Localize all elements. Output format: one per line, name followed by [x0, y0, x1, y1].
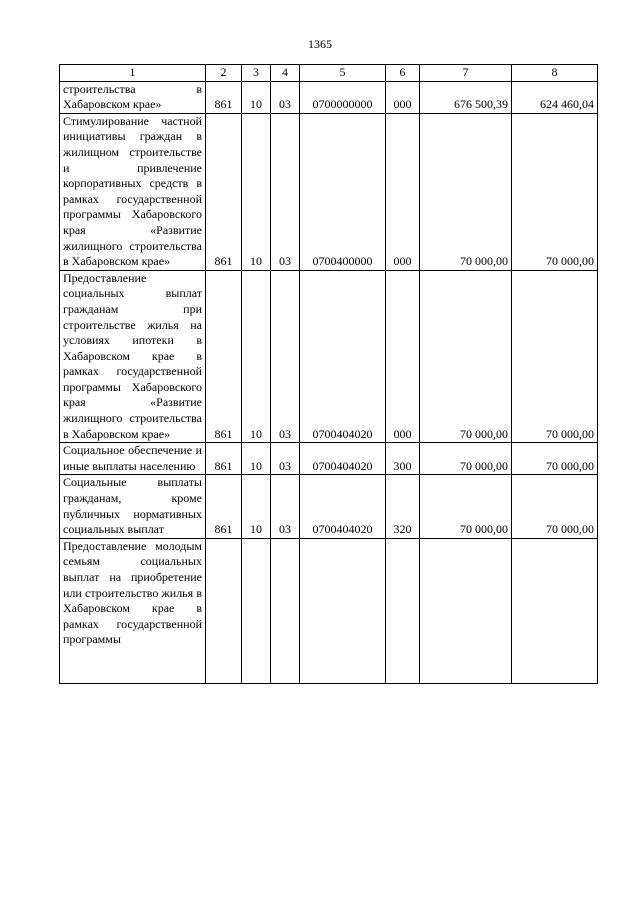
amount-col8-cell [512, 538, 598, 683]
target-code-cell: 03 [271, 443, 300, 475]
amount-col8-cell: 70 000,00 [512, 475, 598, 538]
section-code-cell: 861 [206, 475, 242, 538]
subsection-code-cell: 10 [242, 81, 271, 113]
expense-type-cell: 300 [386, 443, 420, 475]
column-header-7: 7 [420, 65, 512, 82]
target-code-cell: 03 [271, 113, 300, 270]
table-header-row [60, 65, 598, 82]
expense-type-cell: 000 [386, 113, 420, 270]
section-code-cell: 861 [206, 81, 242, 113]
subsection-code-cell: 10 [242, 270, 271, 443]
expense-type-cell: 000 [386, 270, 420, 443]
column-header-6: 6 [386, 65, 420, 82]
article-code-cell [300, 538, 386, 683]
column-header-5: 5 [300, 65, 386, 82]
amount-col7-cell: 70 000,00 [420, 475, 512, 538]
amount-col8-cell: 70 000,00 [512, 113, 598, 270]
amount-col7-cell: 70 000,00 [420, 443, 512, 475]
section-code-cell: 861 [206, 270, 242, 443]
article-code-cell: 0700404020 [300, 475, 386, 538]
target-code-cell: 03 [271, 81, 300, 113]
section-code-cell: 861 [206, 113, 242, 270]
row-name-cell: строительства в Хабаровском крае» [60, 81, 206, 113]
column-header-2: 2 [206, 65, 242, 82]
section-code-cell: 861 [206, 443, 242, 475]
column-header-1: 1 [60, 65, 206, 82]
expense-type-cell [386, 538, 420, 683]
expense-type-cell: 320 [386, 475, 420, 538]
subsection-code-cell: 10 [242, 475, 271, 538]
amount-col8-cell: 70 000,00 [512, 270, 598, 443]
page-number: 1365 [308, 37, 332, 51]
row-name-cell: Социальные выплаты гражданам, кроме публичных нормативных социальных выплат [60, 475, 206, 538]
target-code-cell: 03 [271, 475, 300, 538]
row-name-cell: Предоставление молодым семьям социальных выплат на приобретение или строительство жилья в Хабаровском крае в рамках государственной программы [60, 538, 206, 683]
table-row [60, 443, 598, 475]
amount-col7-cell: 70 000,00 [420, 113, 512, 270]
table-row [60, 538, 598, 683]
subsection-code-cell: 10 [242, 443, 271, 475]
article-code-cell: 0700404020 [300, 270, 386, 443]
row-name-cell: Социальное обеспечение и иные выплаты населению [60, 443, 206, 475]
row-name-cell: Стимулирование частной инициативы граждан в жилищном строительстве и привлечение корпоративных средств в рамках государственной программы Хабаровского края «Развитие жилищного строительства в Хабаровском крае» [60, 113, 206, 270]
article-code-cell: 0700400000 [300, 113, 386, 270]
section-code-cell [206, 538, 242, 683]
column-header-8: 8 [512, 65, 598, 82]
budget-table [59, 64, 598, 684]
expense-type-cell: 000 [386, 81, 420, 113]
amount-col7-cell: 676 500,39 [420, 81, 512, 113]
article-code-cell: 0700000000 [300, 81, 386, 113]
table-row [60, 113, 598, 270]
subsection-code-cell [242, 538, 271, 683]
amount-col8-cell: 624 460,04 [512, 81, 598, 113]
row-name-cell: Предоставление социальных выплат гражданам при строительстве жилья на условиях ипотеки в Хабаровском крае в рамках государственной программы Хабаровского края «Развитие жилищного строительства в Хабаровском крае» [60, 270, 206, 443]
column-header-4: 4 [271, 65, 300, 82]
target-code-cell [271, 538, 300, 683]
column-header-3: 3 [242, 65, 271, 82]
table-row [60, 81, 598, 113]
amount-col8-cell: 70 000,00 [512, 443, 598, 475]
table-row [60, 270, 598, 443]
amount-col7-cell [420, 538, 512, 683]
article-code-cell: 0700404020 [300, 443, 386, 475]
table-row [60, 475, 598, 538]
target-code-cell: 03 [271, 270, 300, 443]
subsection-code-cell: 10 [242, 113, 271, 270]
amount-col7-cell: 70 000,00 [420, 270, 512, 443]
